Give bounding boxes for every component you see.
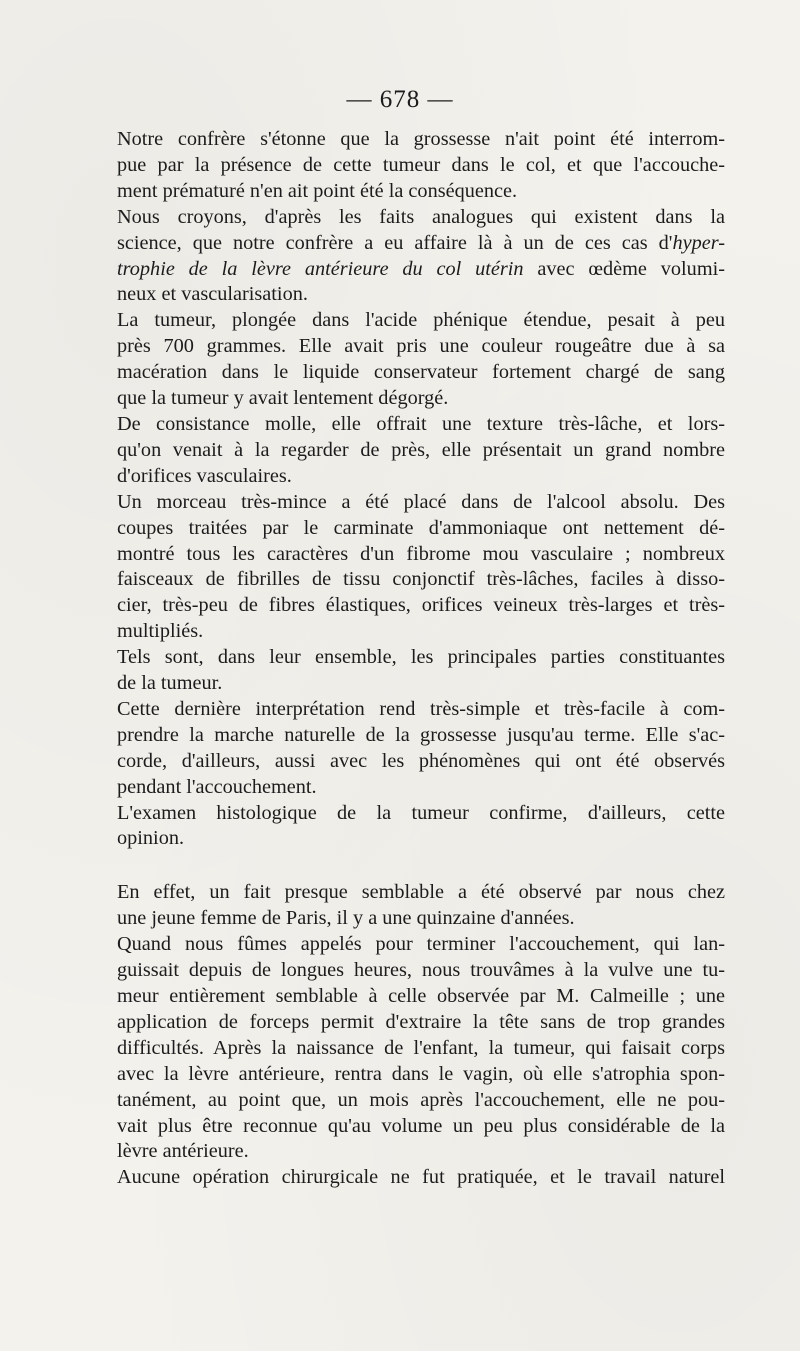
- paragraph: [117, 412, 725, 490]
- italic-text: hyper-: [672, 231, 725, 254]
- text-line: coupes traitées par le carminate d'ammoniaque ont nettement dé-: [117, 516, 725, 539]
- paragraph: [117, 645, 725, 697]
- text-line: [117, 257, 725, 283]
- text-line: tanément, au point que, un mois après l'accouchement, elle ne pou-: [117, 1088, 725, 1111]
- text-line: que la tumeur y avait lentement dégorgé.: [117, 387, 449, 410]
- text-line: [117, 231, 725, 257]
- paragraph: [117, 1165, 725, 1191]
- text-line: meur entièrement semblable à celle observée par M. Calmeille ; une: [117, 985, 725, 1007]
- text-line: qu'on venait à la regarder de près, elle présentait un grand nombre: [117, 438, 725, 461]
- text-line: En effet, un fait presque semblable a été observé par nous chez: [117, 881, 725, 904]
- text-line: L'examen histologique de la tumeur confirme, d'ailleurs, cette: [117, 801, 725, 824]
- text-line: d'orifices vasculaires.: [117, 464, 292, 487]
- text-line: faisceaux de fibrilles de tissu conjonctif très-lâches, faciles à disso-: [117, 568, 725, 591]
- paragraph: [117, 308, 725, 412]
- text-line: ment prématuré n'en ait point été la conséquence.: [117, 179, 518, 202]
- text-line: macération dans le liquide conservateur fortement chargé de sang: [117, 361, 725, 384]
- text-line: une jeune femme de Paris, il y a une quinzaine d'années.: [117, 907, 575, 930]
- paragraph: [117, 801, 725, 853]
- section-gap: [117, 852, 725, 880]
- italic-text: trophie de la lèvre antérieure du col utérin: [117, 257, 524, 280]
- text-line: Tels sont, dans leur ensemble, les principales parties constituantes: [117, 646, 725, 669]
- text-line: pue par la présence de cette tumeur dans le col, et que l'accouche-: [117, 153, 725, 176]
- text-line: cier, très-peu de fibres élastiques, orifices veineux très-larges et très-: [117, 594, 725, 617]
- text-line: Notre confrère s'étonne que la grossesse n'ait point été interrom-: [117, 128, 725, 150]
- paragraph: [117, 490, 725, 645]
- text-line: Cette dernière interprétation rend très-simple et très-facile à com-: [117, 697, 725, 720]
- paragraph: [117, 880, 725, 932]
- text-line: pendant l'accouchement.: [117, 775, 317, 798]
- body-text: [117, 127, 725, 1191]
- text-span: science, que notre confrère a eu affaire là à un de ces cas d': [117, 231, 673, 254]
- text-span: avec œdème volumi-: [523, 257, 725, 280]
- paragraph: [117, 205, 725, 309]
- text-line: Aucune opération chirurgicale ne fut pratiquée, et le travail naturel: [117, 1166, 725, 1189]
- text-line: avec la lèvre antérieure, rentra dans le vagin, où elle s'atrophia spon-: [117, 1062, 725, 1085]
- text-line: De consistance molle, elle offrait une texture très-lâche, et lors-: [117, 412, 725, 435]
- text-line: lèvre antérieure.: [117, 1140, 249, 1163]
- paragraph: [117, 127, 725, 205]
- text-line: opinion.: [117, 827, 185, 850]
- text-line: Nous croyons, d'après les faits analogues qui existent dans la: [117, 205, 725, 228]
- text-line: guissait depuis de longues heures, nous trouvâmes à la vulve une tu-: [117, 959, 725, 982]
- text-line: difficultés. Après la naissance de l'enfant, la tumeur, qui faisait corps: [117, 1036, 725, 1059]
- text-line: Un morceau très-mince a été placé dans de l'alcool absolu. Des: [117, 490, 725, 513]
- text-line: multipliés.: [117, 620, 204, 643]
- text-line: prendre la marche naturelle de la grossesse jusqu'au terme. Elle s'ac-: [117, 723, 725, 746]
- paragraph: [117, 932, 725, 1165]
- text-line: La tumeur, plongée dans l'acide phénique étendue, pesait à peu: [117, 309, 725, 332]
- text-line: corde, d'ailleurs, aussi avec les phénomènes qui ont été observés: [117, 749, 725, 772]
- text-line: vait plus être reconnue qu'au volume un peu plus considérable de la: [117, 1114, 725, 1137]
- paragraph: [117, 697, 725, 801]
- text-line: montré tous les caractères d'un fibrome mou vasculaire ; nombreux: [117, 542, 725, 565]
- text-line: Quand nous fûmes appelés pour terminer l'accouchement, qui lan-: [117, 933, 725, 956]
- text-line: neux et vascularisation.: [117, 283, 308, 306]
- text-line: application de forceps permit d'extraire la tête sans de trop grandes: [117, 1010, 725, 1033]
- text-line: de la tumeur.: [117, 672, 223, 695]
- text-line: près 700 grammes. Elle avait pris une couleur rougeâtre due à sa: [117, 335, 725, 358]
- page-number: — 678 —: [346, 86, 454, 113]
